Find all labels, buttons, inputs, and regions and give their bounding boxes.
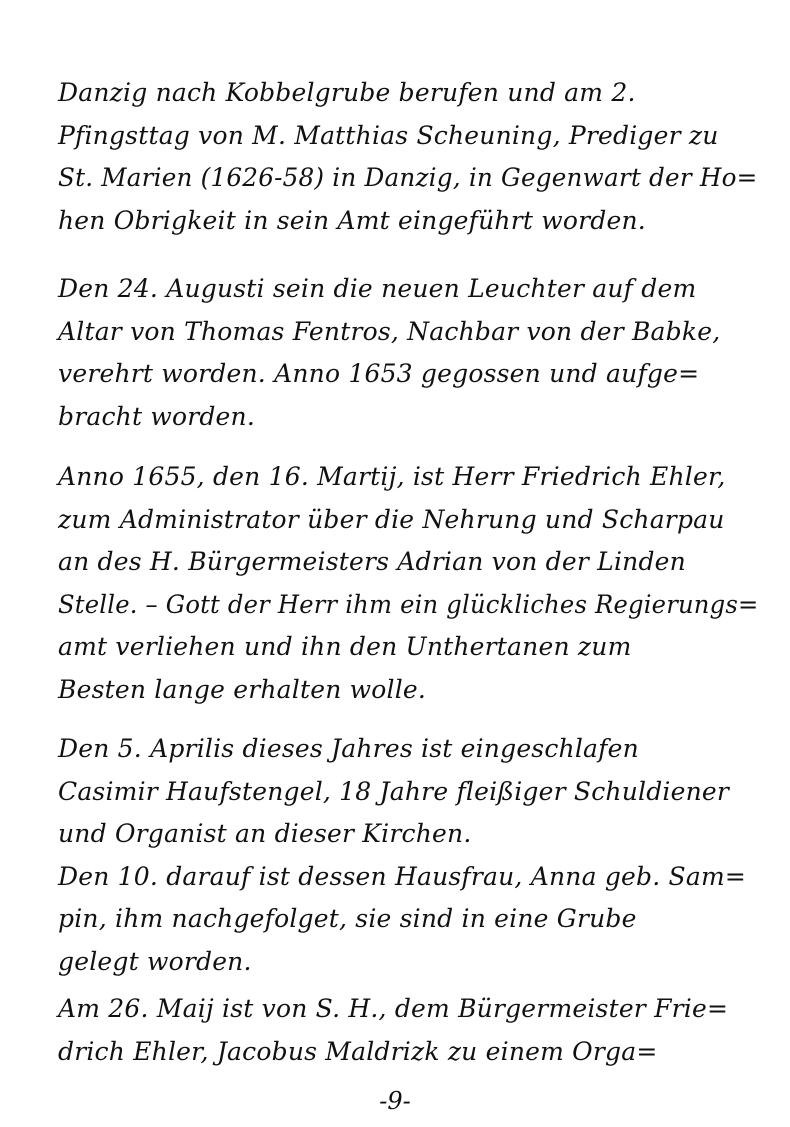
text-line: pin, ihm nachgefolget, sie sind in eine Grube (58, 904, 637, 933)
text-line: bracht worden. (58, 401, 256, 431)
text-line: Anno 1655, den 16. Martij, ist Herr Friedrich Ehler, (58, 462, 726, 491)
text-line: amt verliehen und ihn den Unthertanen zum (58, 632, 632, 661)
text-line: Den 24. Augusti sein die neuen Leuchter auf dem (58, 274, 697, 303)
text-line: zum Administrator über die Nehrung und Scharpau (58, 504, 725, 534)
paragraph-5 (58, 988, 758, 1073)
text-line: St. Marien (1626-58) in Danzig, in Gegenwart der Ho= (58, 163, 758, 192)
text-line: an des H. Bürgermeisters Adrian von der Linden (58, 547, 686, 576)
text-line: gelegt worden. (58, 946, 252, 976)
text-line: verehrt worden. Anno 1653 gegossen und aufge= (58, 359, 700, 388)
text-line: Am 26. Maij ist von S. H., dem Bürgermeister Frie= (58, 994, 729, 1023)
text-line: Besten lange erhalten wolle. (58, 674, 427, 704)
text-line: Altar von Thomas Fentros, Nachbar von der Babke, (58, 316, 721, 346)
text-line: Danzig nach Kobbelgrube berufen und am 2. (58, 78, 636, 107)
text-line: Den 5. Aprilis dieses Jahres ist eingeschlafen (58, 734, 639, 763)
text-line: Pfingsttag von M. Matthias Scheuning, Prediger zu (58, 120, 719, 150)
text-line: Den 10. darauf ist dessen Hausfrau, Anna geb. Sam= (58, 861, 747, 891)
page-number: -9- (379, 1087, 411, 1115)
paragraph-4 (58, 728, 758, 983)
paragraph-3 (58, 456, 758, 711)
text-line: Casimir Haufstengel, 18 Jahre fleißiger Schuldiener (58, 776, 730, 806)
paragraph-2 (58, 268, 758, 438)
text-line: und Organist an dieser Kirchen. (58, 819, 472, 848)
paragraph-1 (58, 72, 758, 242)
text-line: Stelle. – Gott der Herr ihm ein glückliches Regierungs= (58, 589, 759, 619)
text-line: drich Ehler, Jacobus Maldrizk zu einem Orga= (58, 1036, 658, 1066)
text-line: hen Obrigkeit in sein Amt eingeführt worden. (58, 205, 646, 235)
